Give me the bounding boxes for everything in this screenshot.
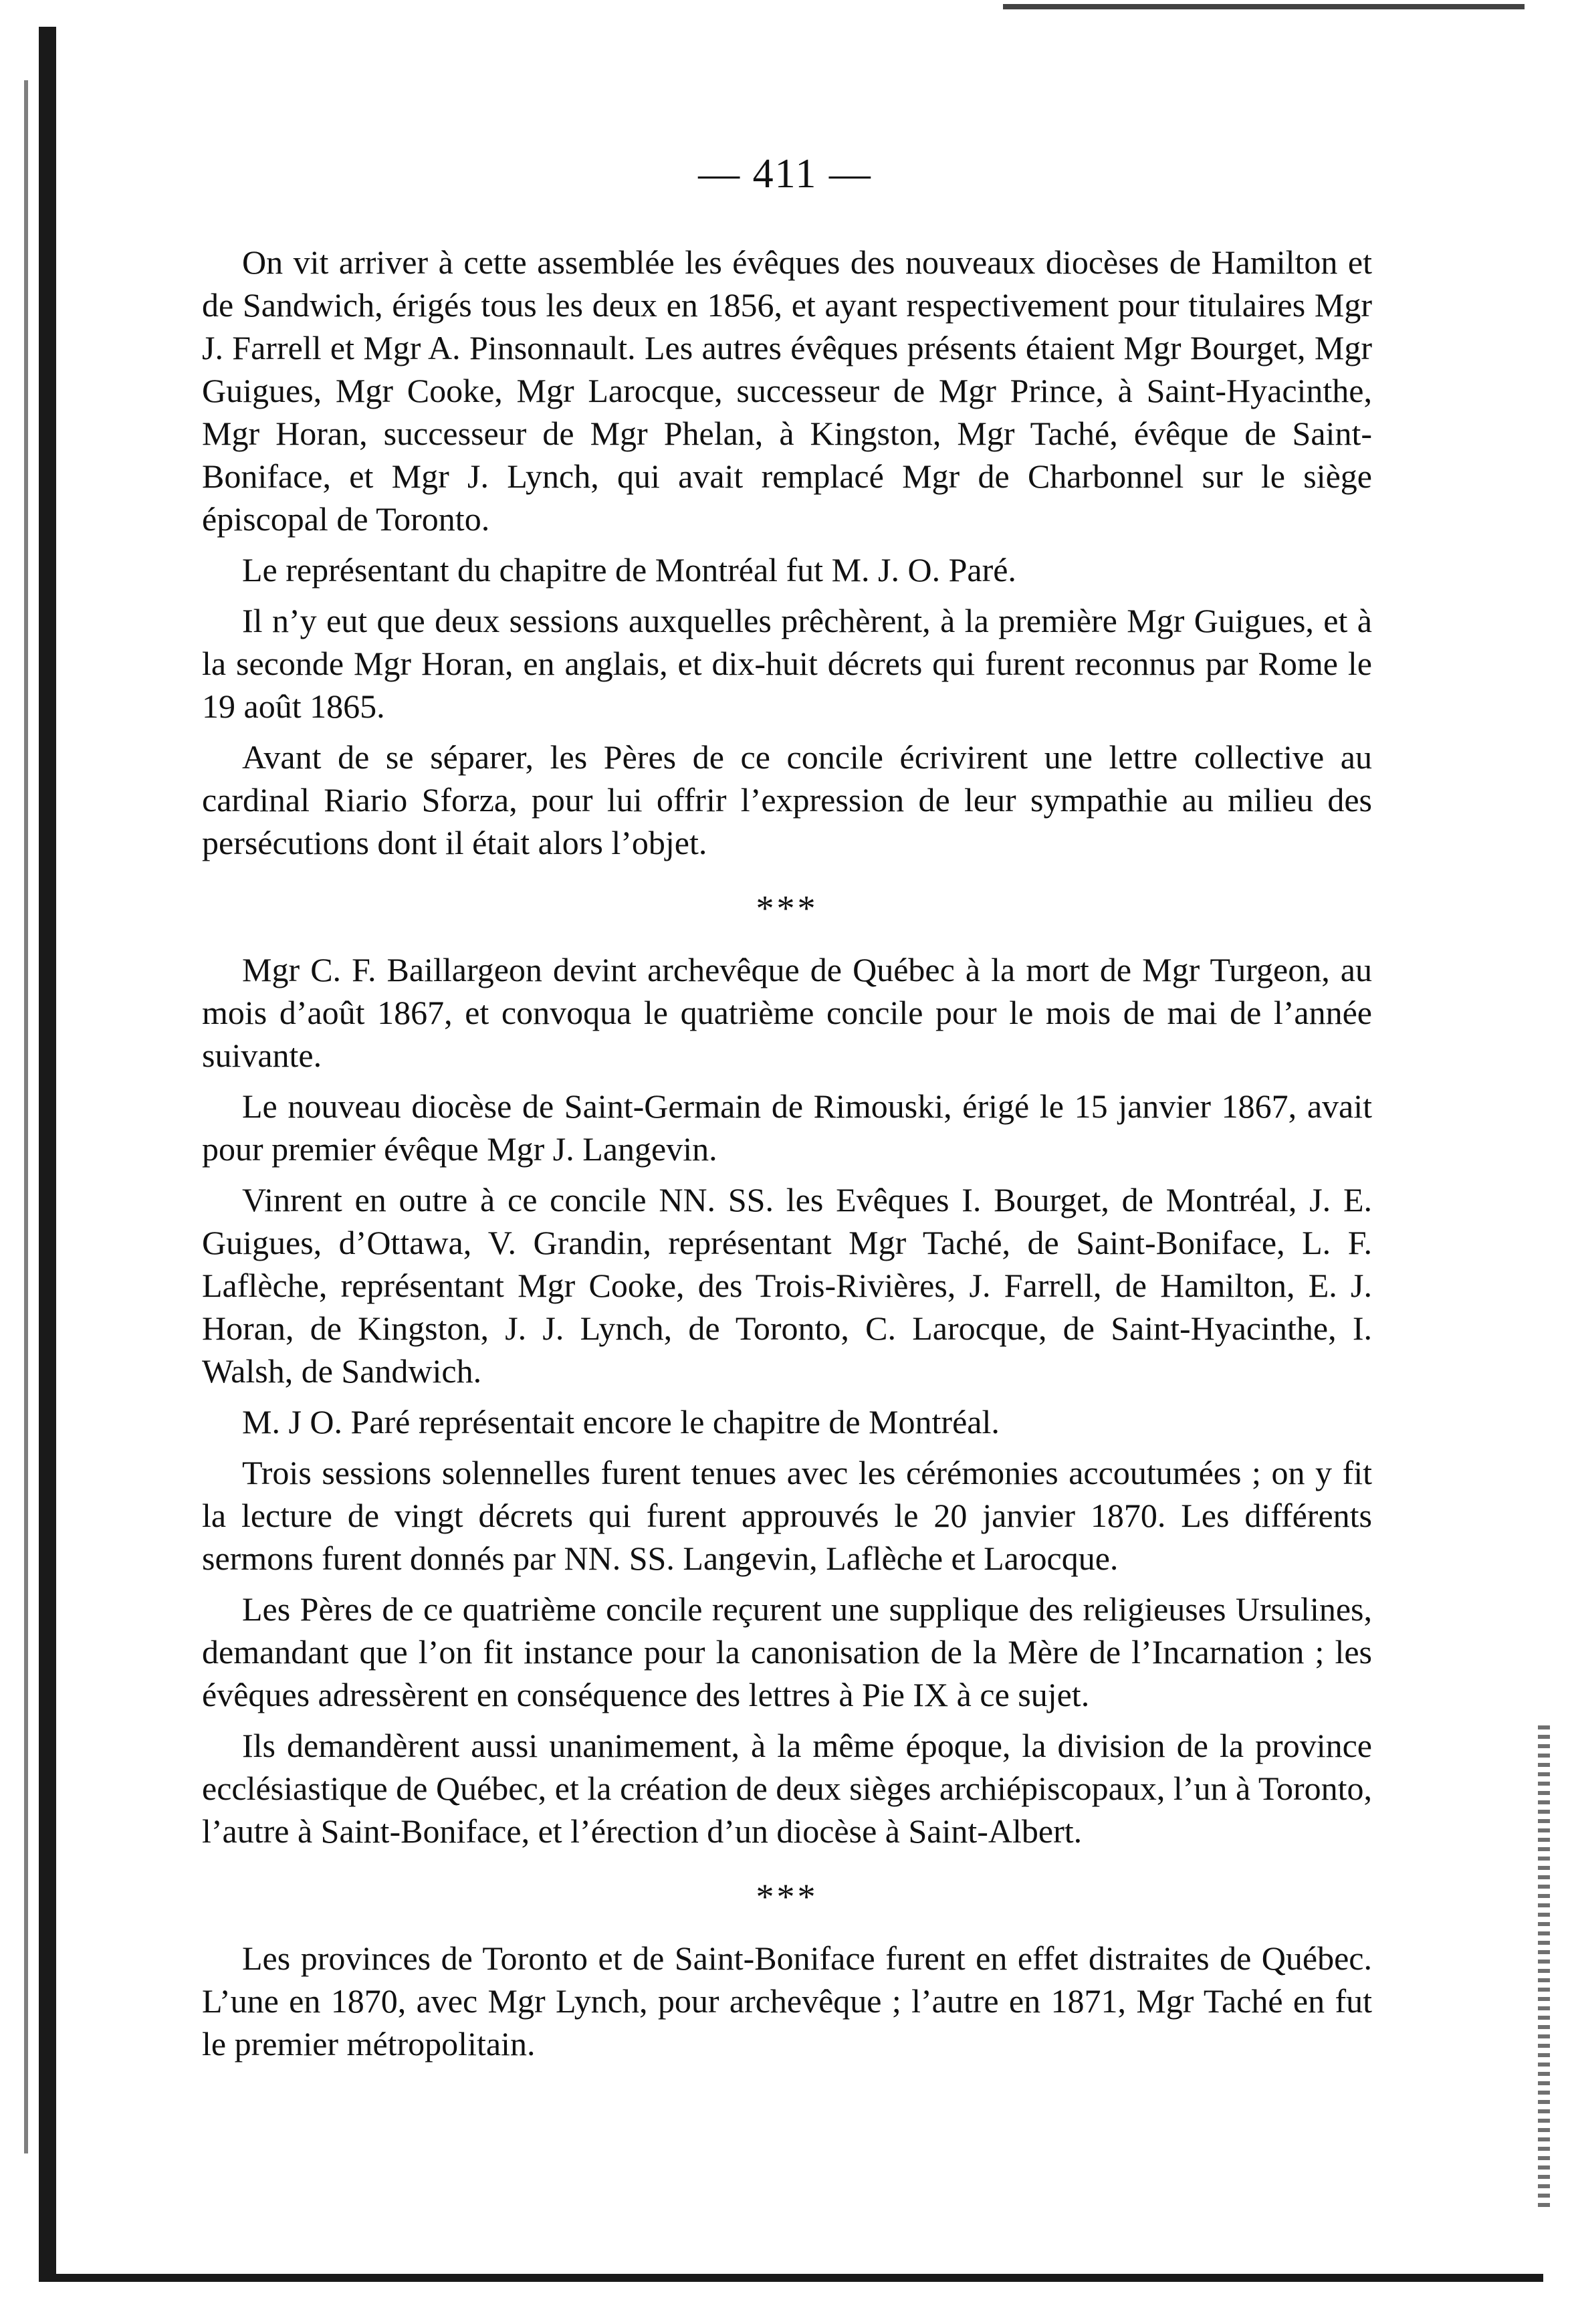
scan-edge-left-thin [24, 80, 28, 2153]
paragraph: Le représentant du chapitre de Montréal fut M. J. O. Paré. [242, 551, 1016, 589]
text-column [202, 241, 1372, 2065]
paragraph: On vit arriver à cette assemblée les évêques des nouveaux diocèses de Hamilton et de Sandwich, érigés tous les deux en 1856, et ayant respectivement pour titulaires Mgr J. Farrell et Mgr A. Pinsonnault. Les autres évêques présents étaient Mgr Bourget, Mgr Guigues, Mgr Cooke, Mgr Larocque, successeur de Mgr Prince, à Saint-Hyacinthe, Mgr Horan, successeur de Mgr Phelan, à Kingston, Mgr Taché, évêque de Saint-Boniface, et Mgr J. Lynch, qui avait remplacé Mgr de Charbonnel sur le siège épiscopal de Toronto. [202, 243, 1372, 538]
paragraph: Trois sessions solennelles furent tenues avec les cérémonies accoutumées ; on y fit la lecture de vingt décrets qui furent approuvés le 20 janvier 1870. Les différents sermons furent donnés par NN. SS. Langevin, Laflèche et Larocque. [202, 1454, 1372, 1577]
scan-edge-right-noise [1538, 1725, 1550, 2207]
section-separator: *** [756, 1877, 818, 1917]
paragraph: Il n’y eut que deux sessions auxquelles prêchèrent, à la première Mgr Guigues, et à la seconde Mgr Horan, en anglais, et dix-huit décrets qui furent reconnus par Rome le 19 août 1865. [202, 602, 1372, 725]
scan-edge-top [1003, 4, 1525, 9]
page-number: — 411 — [698, 151, 872, 197]
scan-edge-bottom [39, 2274, 1543, 2282]
paragraph: M. J O. Paré représentait encore le chapitre de Montréal. [242, 1403, 1000, 1441]
paragraph: Vinrent en outre à ce concile NN. SS. les Evêques I. Bourget, de Montréal, J. E. Guigues, d’Ottawa, V. Grandin, représentant Mgr Taché, de Saint-Boniface, L. F. Laflèche, représentant Mgr Cooke, des Trois-Rivières, J. Farrell, de Hamilton, E. J. Horan, de Kingston, J. J. Lynch, de Toronto, C. Larocque, de Saint-Hyacinthe, I. Walsh, de Sandwich. [202, 1181, 1372, 1390]
paragraph: Avant de se séparer, les Pères de ce concile écrivirent une lettre collective au cardinal Riario Sforza, pour lui offrir l’expression de leur sympathie au milieu des persécutions dont il était alors l’objet. [202, 738, 1372, 861]
paragraph: Les provinces de Toronto et de Saint-Boniface furent en effet distraites de Québec. L’une en 1870, avec Mgr Lynch, pour archevêque ; l’autre en 1871, Mgr Taché en fut le premier métropolitain. [202, 1939, 1372, 2063]
paragraph: Mgr C. F. Baillargeon devint archevêque de Québec à la mort de Mgr Turgeon, au mois d’août 1867, et convoqua le quatrième concile pour le mois de mai de l’année suivante. [202, 951, 1372, 1074]
paragraph: Les Pères de ce quatrième concile reçurent une supplique des religieuses Ursulines, demandant que l’on fit instance pour la canonisation de la Mère de l’Incarnation ; les évêques adressèrent en conséquence des lettres à Pie IX à ce sujet. [202, 1590, 1372, 1713]
section-separator: *** [756, 888, 818, 928]
paragraph: Le nouveau diocèse de Saint-Germain de Rimouski, érigé le 15 janvier 1867, avait pour premier évêque Mgr J. Langevin. [202, 1087, 1372, 1168]
scan-binding-edge [39, 27, 56, 2281]
paragraph: Ils demandèrent aussi unanimement, à la même époque, la division de la province ecclésiastique de Québec, et la création de deux sièges archiépiscopaux, l’un à Toronto, l’autre à Saint-Boniface, et l’érection d’un diocèse à Saint-Albert. [202, 1727, 1372, 1850]
